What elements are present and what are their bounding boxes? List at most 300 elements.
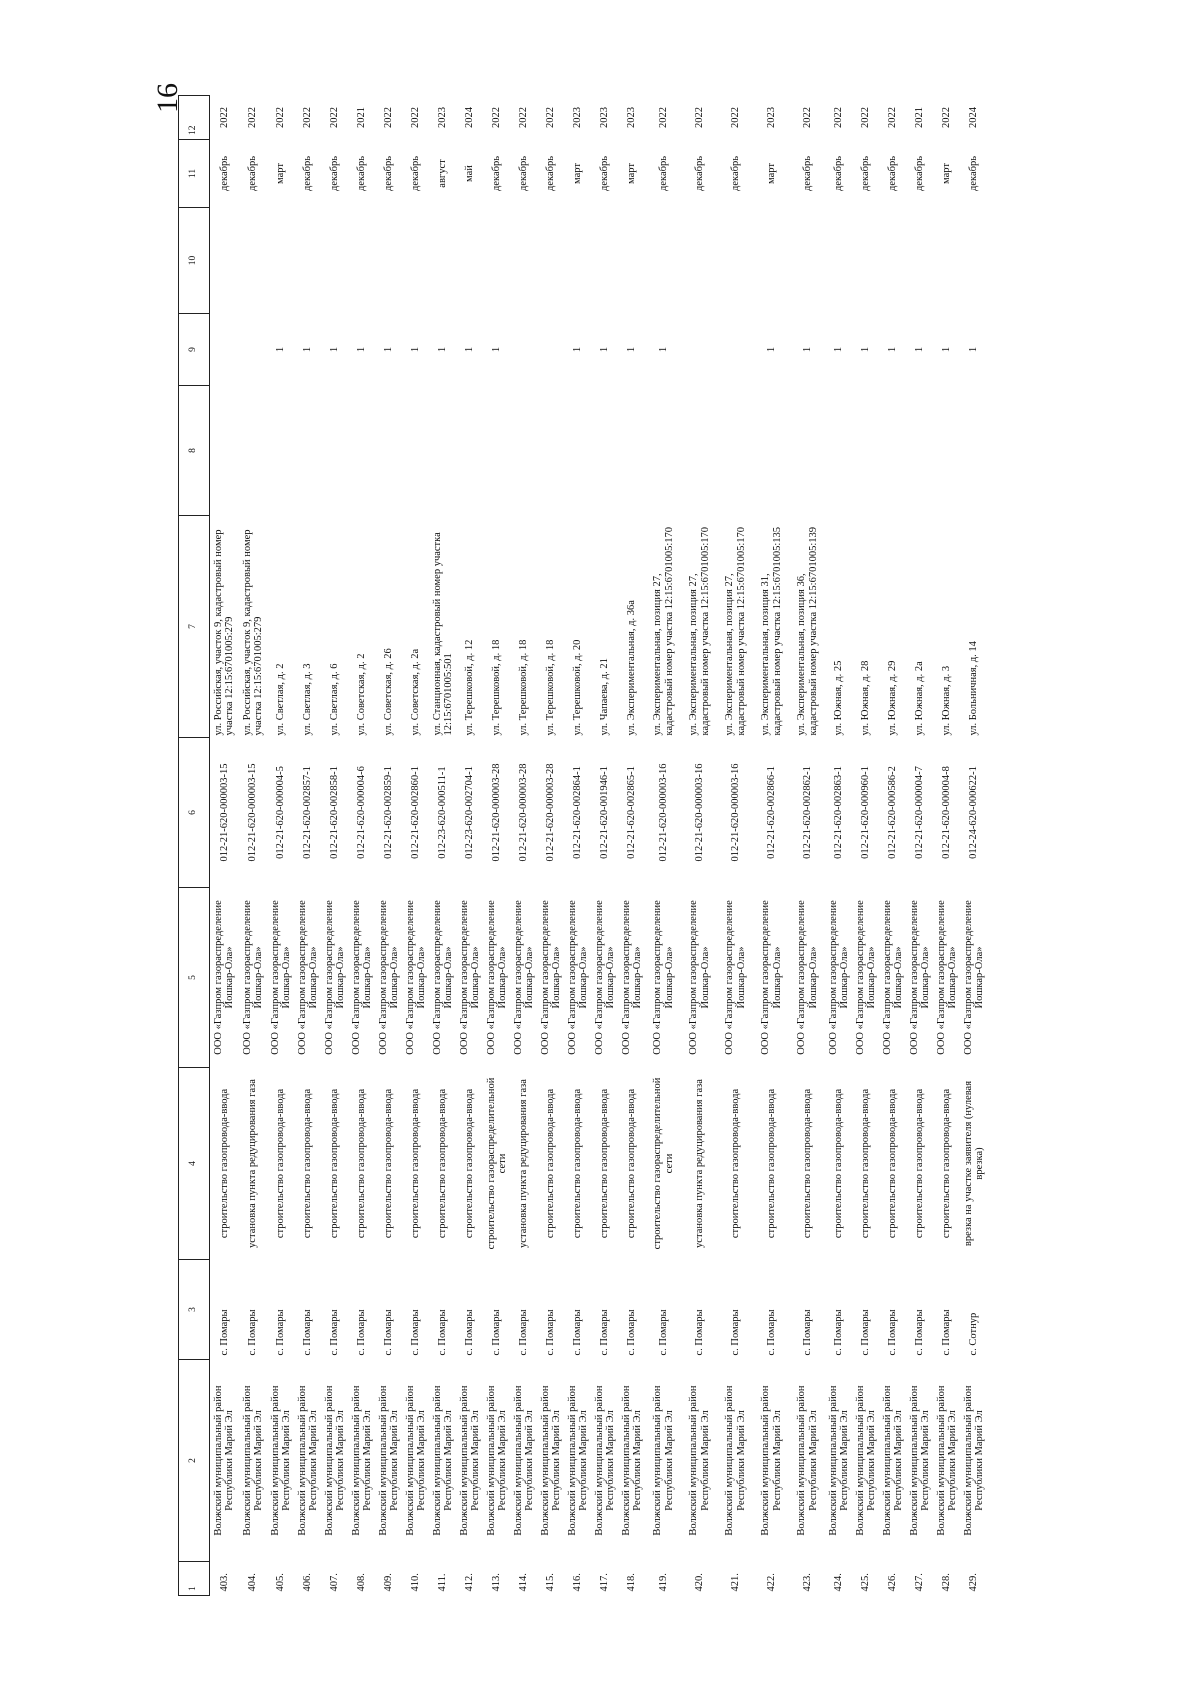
column-10-cell [210, 208, 239, 314]
address-cell: ул. Южная, д. 3 [941, 665, 953, 736]
district-cell: Волжский муниципальный район Республики Марий Эл [796, 1385, 819, 1536]
column-8-cell [210, 386, 239, 516]
organization-cell: ООО «Газпром газораспределение Йошкар-Ола» [350, 900, 373, 1055]
column-10-cell [646, 208, 682, 314]
organization-cell: ООО «Газпром газораспределение Йошкар-Ола» [458, 900, 481, 1055]
row-number: 422. [765, 1573, 777, 1592]
settlement-cell: с. Помары [833, 1309, 845, 1356]
column-header: 11 [179, 140, 210, 208]
organization-cell: ООО «Газпром газораспределение Йошкар-Ола» [296, 900, 319, 1055]
work-type-cell: врезка на участке заявителя (нулевая врезка) [962, 1080, 985, 1247]
work-type-cell: строительство газопровода-ввода [464, 1088, 476, 1239]
address-cell: ул. Советская, д. 2 [356, 653, 368, 736]
work-type-cell: строительство газораспределительной сети [652, 1077, 675, 1250]
row-number: 411. [437, 1573, 449, 1592]
work-type-cell: установка пункта редуцирования газа [247, 1079, 259, 1248]
month-cell: декабрь [968, 156, 980, 191]
organization-cell: ООО «Газпром газораспределение Йошкар-Ола» [827, 900, 850, 1055]
row-number: 404. [247, 1573, 259, 1592]
column-9-cell: 1 [860, 346, 872, 353]
row-number: 417. [599, 1573, 611, 1592]
address-cell: ул. Экспериментальная, позиция 31, кадастровый номер участка 12:15:6701005:135 [760, 526, 783, 736]
organization-cell: ООО «Газпром газораспределение Йошкар-Ола» [431, 900, 454, 1055]
column-header: 4 [179, 1068, 210, 1260]
address-cell: ул. Светлая, д. 3 [302, 663, 314, 736]
work-type-cell: строительство газопровода-ввода [356, 1088, 368, 1239]
table-row [718, 96, 754, 1596]
district-cell: Волжский муниципальный район Республики Марий Эл [881, 1385, 904, 1536]
district-cell: Волжский муниципальный район Республики Марий Эл [241, 1385, 264, 1536]
registration-number-cell: 012-23-620-000511-1 [437, 766, 449, 859]
table-row [457, 96, 484, 1596]
work-type-cell: установка пункта редуцирования газа [693, 1079, 705, 1248]
table-row [484, 96, 511, 1596]
column-10-cell [538, 208, 565, 314]
district-cell: Волжский муниципальный район Республики Марий Эл [652, 1385, 675, 1536]
settlement-cell: с. Помары [302, 1309, 314, 1356]
column-10-cell [565, 208, 592, 314]
settlement-cell: с. Помары [657, 1309, 669, 1356]
column-8-cell [853, 386, 880, 516]
settlement-cell: с. Помары [887, 1309, 899, 1356]
address-cell: ул. Южная, д. 28 [860, 660, 872, 736]
settlement-cell: с. Помары [329, 1309, 341, 1356]
row-number: 406. [302, 1573, 314, 1592]
table-row [239, 96, 268, 1596]
work-type-cell: строительство газопровода-ввода [218, 1088, 230, 1239]
column-header: 9 [179, 314, 210, 386]
column-9-cell [538, 314, 565, 386]
organization-cell: ООО «Газпром газораспределение Йошкар-Ола» [688, 900, 711, 1055]
table-row [565, 96, 592, 1596]
address-cell: ул. Терешковой, д. 18 [545, 639, 557, 736]
column-8-cell [484, 386, 511, 516]
page-number: 16 [151, 83, 184, 113]
year-cell: 2022 [518, 107, 530, 128]
year-cell: 2023 [599, 107, 611, 128]
column-10-cell [268, 208, 295, 314]
month-cell: март [275, 163, 287, 184]
year-cell: 2023 [626, 107, 638, 128]
work-type-cell: установка пункта редуцирования газа [518, 1079, 530, 1248]
column-8-cell [790, 386, 826, 516]
registration-number-cell: 012-21-620-002862-1 [801, 766, 813, 859]
month-cell: декабрь [383, 156, 395, 191]
settlement-cell: с. Помары [599, 1309, 611, 1356]
settlement-cell: с. Помары [491, 1309, 503, 1356]
column-header: 12 [179, 96, 210, 140]
work-type-cell: строительство газопровода-ввода [860, 1088, 872, 1239]
column-8-cell [934, 386, 961, 516]
column-8-cell [646, 386, 682, 516]
table-row [538, 96, 565, 1596]
organization-cell: ООО «Газпром газораспределение Йошкар-Ола» [620, 900, 643, 1055]
column-10-cell [754, 208, 790, 314]
district-cell: Волжский муниципальный район Республики Марий Эл [296, 1385, 319, 1536]
registration-number-cell: 012-21-620-000003-28 [518, 763, 530, 862]
rotated-table-container [178, 96, 984, 1596]
organization-cell: ООО «Газпром газораспределение Йошкар-Ола» [724, 900, 747, 1055]
settlement-cell: с. Помары [247, 1309, 259, 1356]
column-8-cell [322, 386, 349, 516]
column-header: 3 [179, 1260, 210, 1360]
organization-cell: ООО «Газпром газораспределение Йошкар-Ола» [796, 900, 819, 1055]
year-cell: 2024 [464, 107, 476, 128]
table-body [210, 96, 988, 1596]
column-9-cell: 1 [329, 346, 341, 353]
month-cell: март [626, 163, 638, 184]
column-9-cell [239, 314, 268, 386]
settlement-cell: с. Помары [275, 1309, 287, 1356]
column-10-cell [934, 208, 961, 314]
table-row [790, 96, 826, 1596]
table-row [646, 96, 682, 1596]
table-row [592, 96, 619, 1596]
registration-number-cell: 012-21-620-000003-16 [729, 763, 741, 862]
table-row [376, 96, 403, 1596]
row-number: 414. [518, 1573, 530, 1592]
year-cell: 2021 [914, 107, 926, 128]
settlement-cell: с. Помары [572, 1309, 584, 1356]
district-cell: Волжский муниципальный район Республики Марий Эл [431, 1385, 454, 1536]
settlement-cell: с. Помары [860, 1309, 872, 1356]
row-number: 415. [545, 1573, 557, 1592]
column-9-cell: 1 [572, 346, 584, 353]
column-9-cell: 1 [410, 346, 422, 353]
month-cell: декабрь [599, 156, 611, 191]
column-10-cell [790, 208, 826, 314]
year-cell: 2022 [833, 107, 845, 128]
column-10-cell [880, 208, 907, 314]
address-cell: ул. Советская, д. 2а [410, 648, 422, 736]
month-cell: декабрь [833, 156, 845, 191]
column-8-cell [457, 386, 484, 516]
district-cell: Волжский муниципальный район Республики Марий Эл [350, 1385, 373, 1536]
registration-number-cell: 012-21-620-002859-1 [383, 766, 395, 859]
row-number: 403. [218, 1573, 230, 1592]
column-8-cell [430, 386, 457, 516]
work-type-cell: строительство газопровода-ввода [599, 1088, 611, 1239]
registration-number-cell: 012-21-620-002863-1 [833, 766, 845, 859]
district-cell: Волжский муниципальный район Республики Марий Эл [539, 1385, 562, 1536]
row-number: 409. [383, 1573, 395, 1592]
address-cell: ул. Экспериментальная, позиция 27, кадастровый номер участка 12:15:6701005:170 [724, 526, 747, 736]
row-number: 416. [572, 1573, 584, 1592]
column-header: 10 [179, 208, 210, 314]
column-9-cell: 1 [599, 346, 611, 353]
year-cell: 2022 [383, 107, 395, 128]
work-type-cell: строительство газопровода-ввода [302, 1088, 314, 1239]
registration-number-cell: 012-21-620-000004-6 [356, 766, 368, 859]
organization-cell: ООО «Газпром газораспределение Йошкар-Ола» [485, 900, 508, 1055]
work-type-cell: строительство газопровода-ввода [914, 1088, 926, 1239]
month-cell: декабрь [545, 156, 557, 191]
year-cell: 2022 [887, 107, 899, 128]
column-8-cell [826, 386, 853, 516]
column-10-cell [403, 208, 430, 314]
settlement-cell: с. Помары [464, 1309, 476, 1356]
column-10-cell [349, 208, 376, 314]
address-cell: ул. Экспериментальная, д. 36а [626, 600, 638, 736]
column-8-cell [376, 386, 403, 516]
organization-cell: ООО «Газпром газораспределение Йошкар-Ола» [652, 900, 675, 1055]
month-cell: декабрь [410, 156, 422, 191]
column-header: 7 [179, 516, 210, 738]
month-cell: декабрь [518, 156, 530, 191]
header-row [179, 96, 210, 1596]
column-9-cell: 1 [302, 346, 314, 353]
column-10-cell [961, 208, 988, 314]
month-cell: март [572, 163, 584, 184]
column-10-cell [511, 208, 538, 314]
column-9-cell: 1 [437, 346, 449, 353]
district-cell: Волжский муниципальный район Республики Марий Эл [269, 1385, 292, 1536]
work-type-cell: строительство газопровода-ввода [437, 1088, 449, 1239]
registration-number-cell: 012-21-620-000003-15 [218, 763, 230, 862]
row-number: 428. [941, 1573, 953, 1592]
column-9-cell [682, 314, 718, 386]
year-cell: 2022 [275, 107, 287, 128]
column-9-cell: 1 [275, 346, 287, 353]
organization-cell: ООО «Газпром газораспределение Йошкар-Ола» [539, 900, 562, 1055]
organization-cell: ООО «Газпром газораспределение Йошкар-Ола» [323, 900, 346, 1055]
column-9-cell: 1 [968, 346, 980, 353]
row-number: 405. [275, 1573, 287, 1592]
work-type-cell: строительство газопровода-ввода [833, 1088, 845, 1239]
address-cell: ул. Больничная, д. 14 [968, 641, 980, 736]
registration-number-cell: 012-21-620-002857-1 [302, 766, 314, 859]
table-row [880, 96, 907, 1596]
column-10-cell [430, 208, 457, 314]
month-cell: декабрь [302, 156, 314, 191]
column-8-cell [349, 386, 376, 516]
address-cell: ул. Терешковой, д. 12 [464, 639, 476, 736]
year-cell: 2022 [941, 107, 953, 128]
table-row [349, 96, 376, 1596]
column-8-cell [718, 386, 754, 516]
month-cell: март [765, 163, 777, 184]
month-cell: декабрь [693, 156, 705, 191]
settlement-cell: с. Помары [914, 1309, 926, 1356]
column-9-cell: 1 [887, 346, 899, 353]
registration-number-cell: 012-21-620-002865-1 [626, 766, 638, 859]
registration-number-cell: 012-21-620-000003-16 [657, 763, 669, 862]
year-cell: 2023 [437, 107, 449, 128]
column-8-cell [268, 386, 295, 516]
column-header: 5 [179, 888, 210, 1068]
organization-cell: ООО «Газпром газораспределение Йошкар-Ола» [512, 900, 535, 1055]
registration-number-cell: 012-23-620-002704-1 [464, 766, 476, 859]
year-cell: 2022 [729, 107, 741, 128]
year-cell: 2022 [410, 107, 422, 128]
column-8-cell [907, 386, 934, 516]
registration-number-cell: 012-21-620-000004-7 [914, 766, 926, 859]
organization-cell: ООО «Газпром газораспределение Йошкар-Ола» [881, 900, 904, 1055]
registration-number-cell: 012-21-620-000004-8 [941, 766, 953, 859]
month-cell: август [437, 159, 449, 188]
month-cell: декабрь [801, 156, 813, 191]
column-8-cell [511, 386, 538, 516]
organization-cell: ООО «Газпром газораспределение Йошкар-Ола» [935, 900, 958, 1055]
column-10-cell [907, 208, 934, 314]
registration-number-cell: 012-21-620-002864-1 [572, 766, 584, 859]
district-cell: Волжский муниципальный район Республики Марий Эл [213, 1385, 236, 1536]
organization-cell: ООО «Газпром газораспределение Йошкар-Ола» [854, 900, 877, 1055]
work-type-cell: строительство газопровода-ввода [941, 1088, 953, 1239]
address-cell: ул. Светлая, д. 2 [275, 663, 287, 736]
row-number: 413. [491, 1573, 503, 1592]
registration-number-cell: 012-21-620-002858-1 [329, 766, 341, 859]
address-cell: ул. Советская, д. 26 [383, 648, 395, 736]
settlement-cell: с. Помары [437, 1309, 449, 1356]
column-8-cell [880, 386, 907, 516]
column-8-cell [295, 386, 322, 516]
month-cell: декабрь [887, 156, 899, 191]
year-cell: 2023 [765, 107, 777, 128]
row-number: 426. [887, 1573, 899, 1592]
row-number: 407. [329, 1573, 341, 1592]
address-cell: ул. Экспериментальная, позиция 27, кадастровый номер участка 12:15:6701005:170 [652, 526, 675, 736]
column-10-cell [295, 208, 322, 314]
address-cell: ул. Светлая, д. 6 [329, 663, 341, 736]
work-type-cell: строительство газораспределительной сети [485, 1077, 508, 1250]
work-type-cell: строительство газопровода-ввода [383, 1088, 395, 1239]
gasification-table [178, 95, 988, 1596]
column-9-cell: 1 [626, 346, 638, 353]
month-cell: декабрь [329, 156, 341, 191]
year-cell: 2022 [693, 107, 705, 128]
settlement-cell: с. Помары [765, 1309, 777, 1356]
year-cell: 2022 [302, 107, 314, 128]
registration-number-cell: 012-21-620-002866-1 [765, 766, 777, 859]
district-cell: Волжский муниципальный район Республики Марий Эл [760, 1385, 783, 1536]
column-header: 1 [179, 1562, 210, 1596]
column-10-cell [322, 208, 349, 314]
row-number: 427. [914, 1573, 926, 1592]
column-header: 8 [179, 386, 210, 516]
month-cell: май [464, 165, 476, 182]
registration-number-cell: 012-21-620-000004-5 [275, 766, 287, 859]
column-9-cell [718, 314, 754, 386]
district-cell: Волжский муниципальный район Республики Марий Эл [827, 1385, 850, 1536]
table-header [179, 96, 210, 1596]
address-cell: ул. Экспериментальная, позиция 27, кадастровый номер участка 12:15:6701005:170 [688, 526, 711, 736]
column-10-cell [239, 208, 268, 314]
column-9-cell: 1 [491, 346, 503, 353]
district-cell: Волжский муниципальный район Республики Марий Эл [620, 1385, 643, 1536]
work-type-cell: строительство газопровода-ввода [801, 1088, 813, 1239]
work-type-cell: строительство газопровода-ввода [765, 1088, 777, 1239]
row-number: 425. [860, 1573, 872, 1592]
table-row [619, 96, 646, 1596]
settlement-cell: с. Помары [383, 1309, 395, 1356]
column-9-cell: 1 [383, 346, 395, 353]
month-cell: декабрь [860, 156, 872, 191]
year-cell: 2024 [968, 107, 980, 128]
organization-cell: ООО «Газпром газораспределение Йошкар-Ола» [241, 900, 264, 1055]
district-cell: Волжский муниципальный район Республики Марий Эл [908, 1385, 931, 1536]
district-cell: Волжский муниципальный район Республики Марий Эл [688, 1385, 711, 1536]
column-8-cell [682, 386, 718, 516]
row-number: 420. [693, 1573, 705, 1592]
district-cell: Волжский муниципальный район Республики Марий Эл [724, 1385, 747, 1536]
settlement-cell: с. Помары [356, 1309, 368, 1356]
column-9-cell [210, 314, 239, 386]
month-cell: декабрь [914, 156, 926, 191]
address-cell: ул. Станционная, кадастровый номер участка 12:15:6701005:501 [431, 532, 454, 736]
organization-cell: ООО «Газпром газораспределение Йошкар-Ола» [908, 900, 931, 1055]
column-9-cell: 1 [464, 346, 476, 353]
column-10-cell [484, 208, 511, 314]
column-9-cell: 1 [801, 346, 813, 353]
address-cell: ул. Российская, участок 9, кадастровый номер участка 12:15:6701005:279 [241, 529, 264, 736]
row-number: 424. [833, 1573, 845, 1592]
column-10-cell [853, 208, 880, 314]
table-row [961, 96, 988, 1596]
table-row [907, 96, 934, 1596]
column-10-cell [457, 208, 484, 314]
district-cell: Волжский муниципальный район Республики Марий Эл [962, 1385, 985, 1536]
organization-cell: ООО «Газпром газораспределение Йошкар-Ола» [404, 900, 427, 1055]
table-row [295, 96, 322, 1596]
registration-number-cell: 012-21-620-001946-1 [599, 766, 611, 859]
row-number: 421. [729, 1573, 741, 1592]
address-cell: ул. Терешковой, д. 18 [518, 639, 530, 736]
column-10-cell [682, 208, 718, 314]
organization-cell: ООО «Газпром газораспределение Йошкар-Ола» [962, 900, 985, 1055]
district-cell: Волжский муниципальный район Республики Марий Эл [458, 1385, 481, 1536]
organization-cell: ООО «Газпром газораспределение Йошкар-Ола» [566, 900, 589, 1055]
table-row [268, 96, 295, 1596]
month-cell: декабрь [657, 156, 669, 191]
year-cell: 2023 [572, 107, 584, 128]
organization-cell: ООО «Газпром газораспределение Йошкар-Ола» [377, 900, 400, 1055]
column-10-cell [619, 208, 646, 314]
column-10-cell [376, 208, 403, 314]
table-row [853, 96, 880, 1596]
district-cell: Волжский муниципальный район Республики Марий Эл [566, 1385, 589, 1536]
column-10-cell [718, 208, 754, 314]
column-8-cell [565, 386, 592, 516]
column-10-cell [826, 208, 853, 314]
month-cell: декабрь [218, 156, 230, 191]
column-8-cell [538, 386, 565, 516]
column-8-cell [619, 386, 646, 516]
column-9-cell: 1 [765, 346, 777, 353]
column-9-cell: 1 [356, 346, 368, 353]
work-type-cell: строительство газопровода-ввода [410, 1088, 422, 1239]
table-row [934, 96, 961, 1596]
year-cell: 2022 [545, 107, 557, 128]
address-cell: ул. Южная, д. 25 [833, 660, 845, 736]
district-cell: Волжский муниципальный район Республики Марий Эл [593, 1385, 616, 1536]
year-cell: 2022 [329, 107, 341, 128]
year-cell: 2022 [218, 107, 230, 128]
month-cell: декабрь [491, 156, 503, 191]
registration-number-cell: 012-21-620-000003-28 [545, 763, 557, 862]
organization-cell: ООО «Газпром газораспределение Йошкар-Ола» [593, 900, 616, 1055]
work-type-cell: строительство газопровода-ввода [729, 1088, 741, 1239]
year-cell: 2022 [247, 107, 259, 128]
settlement-cell: с. Помары [626, 1309, 638, 1356]
column-9-cell [511, 314, 538, 386]
registration-number-cell: 012-21-620-000586-2 [887, 766, 899, 859]
work-type-cell: строительство газопровода-ввода [572, 1088, 584, 1239]
table-row [403, 96, 430, 1596]
address-cell: ул. Российская, участок 9, кадастровый номер участка 12:15:6701005:279 [213, 529, 236, 736]
year-cell: 2021 [356, 107, 368, 128]
column-8-cell [239, 386, 268, 516]
